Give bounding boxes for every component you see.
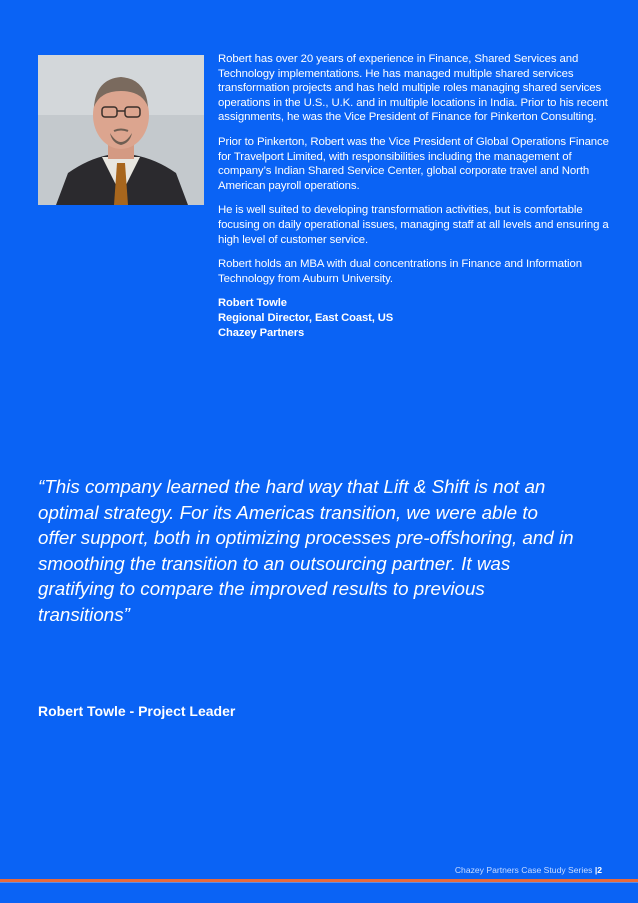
bio-paragraph-4: Robert holds an MBA with dual concentrations in Finance and Information Technology from Auburn University. — [218, 258, 582, 285]
bio-paragraph-2: Prior to Pinkerton, Robert was the Vice President of Global Operations Finance for Travelport Limited, with responsibilities including the management of company’s Indian Shared Service Center, global corporate travel and North American payroll operations. — [218, 135, 609, 192]
footer-series — [455, 865, 602, 875]
quote-attribution: Robert Towle - Project Leader — [38, 703, 236, 719]
page-number: 2 — [597, 865, 602, 875]
footer-divider-secondary — [0, 882, 638, 883]
portrait-photo — [38, 55, 204, 205]
signature-role: Regional Director, East Coast, US — [218, 312, 394, 325]
bio-paragraph-3: He is well suited to developing transformation activities, but is comfortable focusing on daily operational issues, managing staff at all levels and ensuring a high level of customer service. — [218, 204, 609, 246]
bio-paragraph-1: Robert has over 20 years of experience in Finance, Shared Services and Technology implementations. He has managed multiple shared services transformation projects and has held multiple roles managing shared services operations in the U.S., U.K. and in multiple locations in India. Prior to his recent assignments, he was the Vice President of Finance for Pinkerton Consulting. — [218, 53, 608, 124]
signature-company: Chazey Partners — [218, 326, 305, 339]
signature-name: Robert Towle — [218, 297, 287, 310]
testimonial-quote: “This company learned the hard way that Lift & Shift is not an optimal strategy. For its Americas transition, we were able to offer support, both in optimizing processes pre-offshoring, and in smoothing the transition to an outsourcing partner. It was gratifying to compare the improved results to previous transitions” — [38, 476, 574, 625]
bio-section — [218, 52, 610, 341]
footer-series-name: Chazey Partners Case Study Series — [454, 865, 593, 875]
portrait-image — [38, 55, 204, 205]
footer-separator: | — [594, 865, 598, 875]
signature-block — [218, 296, 610, 340]
